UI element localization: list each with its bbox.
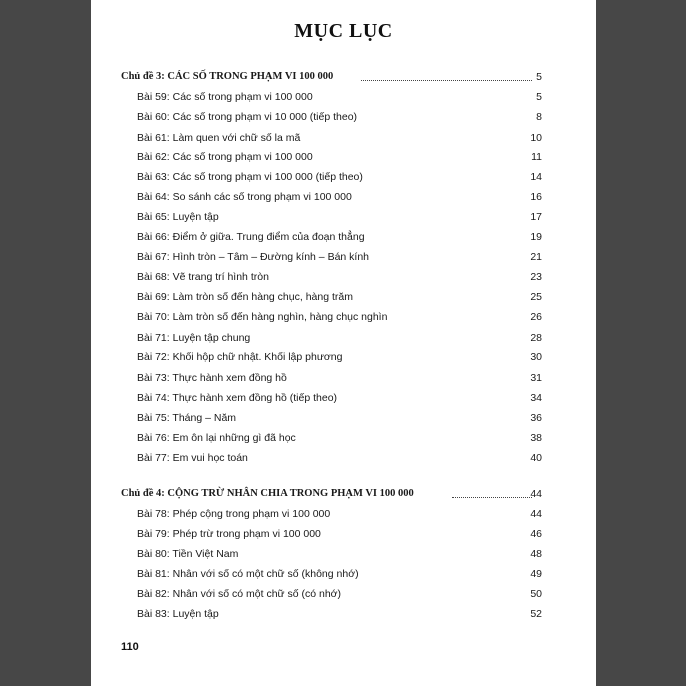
lesson-page: 10 — [530, 132, 542, 144]
lesson-page: 21 — [530, 251, 542, 263]
lesson-page: 17 — [530, 211, 542, 223]
toc-entry-lesson-76 — [91, 430, 596, 446]
toc-entry-lesson-79 — [91, 526, 596, 542]
lesson-title: Bài 71: Luyện tập chung — [137, 332, 251, 344]
lesson-title: Bài 67: Hình tròn – Tâm – Đường kính – Bán kính — [137, 251, 370, 263]
lesson-page: 31 — [530, 372, 542, 384]
chapter-4-label: Chủ đề 4: CỘNG TRỪ NHÂN CHIA TRONG PHẠM VI 100 000 — [121, 488, 414, 499]
lesson-page: 36 — [530, 412, 542, 424]
toc-entry-lesson-80 — [91, 546, 596, 562]
lesson-title: Bài 74: Thực hành xem đồng hồ (tiếp theo) — [137, 392, 338, 404]
lesson-page: 49 — [530, 568, 542, 580]
lesson-page: 34 — [530, 392, 542, 404]
toc-entry-lesson-67 — [91, 249, 596, 265]
lesson-title: Bài 82: Nhân với số có một chữ số (có nhớ) — [137, 588, 342, 600]
toc-entry-lesson-71 — [91, 330, 596, 346]
toc-entry-lesson-61 — [91, 130, 596, 146]
lesson-title: Bài 62: Các số trong phạm vi 100 000 — [137, 151, 313, 163]
lesson-page: 5 — [536, 91, 542, 103]
toc-entry-lesson-65 — [91, 209, 596, 225]
dot-leader — [452, 497, 532, 498]
toc-entry-lesson-64 — [91, 189, 596, 205]
lesson-title: Bài 77: Em vui học toán — [137, 452, 248, 464]
toc-entry-lesson-72 — [91, 349, 596, 365]
lesson-page: 52 — [530, 608, 542, 620]
toc-entry-lesson-73 — [91, 370, 596, 386]
lesson-page: 46 — [530, 528, 542, 540]
lesson-title: Bài 79: Phép trừ trong phạm vi 100 000 — [137, 528, 321, 540]
toc-entry-lesson-62 — [91, 149, 596, 165]
toc-entry-lesson-59 — [91, 89, 596, 105]
lesson-title: Bài 70: Làm tròn số đến hàng nghìn, hàng chục nghìn — [137, 311, 388, 323]
lesson-page: 11 — [531, 151, 542, 163]
toc-entry-lesson-78 — [91, 506, 596, 522]
lesson-page: 23 — [530, 271, 542, 283]
lesson-title: Bài 78: Phép cộng trong phạm vi 100 000 — [137, 508, 331, 520]
toc-entry-lesson-75 — [91, 410, 596, 426]
page-number: 110 — [121, 641, 139, 653]
lesson-title: Bài 65: Luyện tập — [137, 211, 219, 223]
chapter-3-page: 5 — [536, 71, 542, 83]
toc-entry-lesson-66 — [91, 229, 596, 245]
toc-entry-lesson-83 — [91, 606, 596, 622]
lesson-title: Bài 68: Vẽ trang trí hình tròn — [137, 271, 269, 283]
left-background-border — [0, 0, 91, 686]
lesson-title: Bài 66: Điểm ở giữa. Trung điểm của đoạn thẳng — [137, 231, 365, 243]
toc-entry-lesson-81 — [91, 566, 596, 582]
lesson-page: 44 — [530, 508, 542, 520]
lesson-page: 38 — [530, 432, 542, 444]
dot-leader — [361, 80, 532, 81]
lesson-page: 14 — [530, 171, 542, 183]
lesson-page: 48 — [530, 548, 542, 560]
chapter-4-entry — [91, 486, 596, 502]
right-background-border — [596, 0, 686, 686]
toc-entry-lesson-77 — [91, 450, 596, 466]
lesson-page: 26 — [530, 311, 542, 323]
chapter-3-label: Chủ đề 3: CÁC SỐ TRONG PHẠM VI 100 000 — [121, 71, 334, 82]
lesson-title: Bài 61: Làm quen với chữ số la mã — [137, 132, 301, 144]
chapter-3-entry — [91, 69, 596, 85]
lesson-page: 8 — [536, 111, 542, 123]
lesson-page: 19 — [530, 231, 542, 243]
lesson-title: Bài 69: Làm tròn số đến hàng chục, hàng trăm — [137, 291, 353, 303]
lesson-page: 25 — [530, 291, 542, 303]
toc-entry-lesson-82 — [91, 586, 596, 602]
lesson-title: Bài 63: Các số trong phạm vi 100 000 (tiếp theo) — [137, 171, 363, 183]
lesson-page: 30 — [530, 351, 542, 363]
lesson-title: Bài 80: Tiền Việt Nam — [137, 548, 239, 560]
book-page — [91, 0, 596, 686]
lesson-title: Bài 73: Thực hành xem đồng hồ — [137, 372, 287, 384]
lesson-page: 50 — [530, 588, 542, 600]
lesson-page: 28 — [530, 332, 542, 344]
toc-entry-lesson-70 — [91, 309, 596, 325]
lesson-page: 16 — [530, 191, 542, 203]
lesson-title: Bài 81: Nhân với số có một chữ số (không nhớ) — [137, 568, 359, 580]
lesson-page: 40 — [530, 452, 542, 464]
toc-entry-lesson-74 — [91, 390, 596, 406]
lesson-title: Bài 83: Luyện tập — [137, 608, 219, 620]
lesson-title: Bài 64: So sánh các số trong phạm vi 100 000 — [137, 191, 352, 203]
toc-entry-lesson-60 — [91, 109, 596, 125]
toc-entry-lesson-63 — [91, 169, 596, 185]
toc-entry-lesson-68 — [91, 269, 596, 285]
lesson-title: Bài 72: Khối hộp chữ nhật. Khối lập phương — [137, 351, 343, 363]
lesson-title: Bài 75: Tháng – Năm — [137, 412, 237, 424]
page-title: MỤC LỤC — [294, 20, 393, 42]
lesson-title: Bài 76: Em ôn lại những gì đã học — [137, 432, 296, 444]
toc-entry-lesson-69 — [91, 289, 596, 305]
chapter-4-page: 44 — [530, 488, 542, 500]
lesson-title: Bài 60: Các số trong phạm vi 10 000 (tiếp theo) — [137, 111, 358, 123]
lesson-title: Bài 59: Các số trong phạm vi 100 000 — [137, 91, 313, 103]
